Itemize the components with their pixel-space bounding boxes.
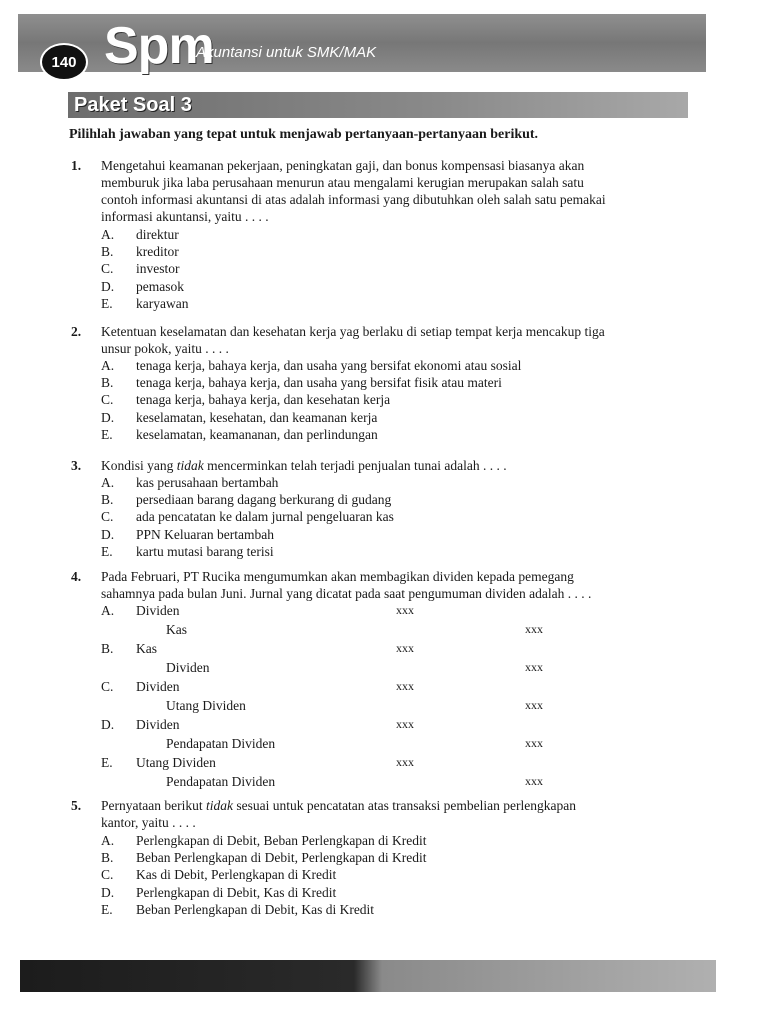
debit-amount: xxx [396,679,414,693]
question-text-part: sesuai untuk pencatatan atas transaksi pembelian perlengkapan [232,798,576,813]
question-line: kantor, yaitu . . . . [101,815,196,830]
option-b[interactable] [101,243,691,260]
option-label: D. [101,409,115,425]
option-text: keselamatan, kesehatan, dan keamanan kerja [136,409,378,425]
option-label: A. [101,358,115,373]
option-text: tenaga kerja, bahaya kerja, dan usaha yang bersifat fisik atau materi [136,375,502,391]
credit-account: Dividen [166,660,210,675]
debit-account: Utang Dividen [136,755,216,770]
option-text: Beban Perlengkapan di Debit, Kas di Kredit [136,901,375,917]
option-e[interactable] [101,753,691,791]
question-number: 4. [71,569,82,584]
option-a[interactable] [101,601,691,639]
option-text: persediaan barang dagang berkurang di gudang [136,492,392,508]
option-text: kas perusahaan bertambah [136,475,279,490]
journal-credit-row [101,734,691,753]
question-line: memburuk jika laba perusahaan menurun atau mengalami kerugian merupakan salah satu [101,175,584,190]
question-emphasis: tidak [205,798,233,813]
option-list [101,357,691,443]
option-list [101,832,691,918]
question-line: Pada Februari, PT Rucika mengumumkan akan membagikan dividen kepada pemegang [101,569,574,584]
credit-account: Pendapatan Dividen [166,736,276,751]
debit-amount: xxx [396,641,414,655]
option-text: tenaga kerja, bahaya kerja, dan kesehatan kerja [136,392,391,408]
credit-account: Kas [166,622,187,637]
option-label: B. [101,492,114,508]
question-number: 2. [71,324,82,339]
option-label: A. [101,833,115,848]
option-b[interactable] [101,639,691,677]
debit-account: Dividen [136,717,180,732]
option-label: C. [101,679,114,694]
question-text [101,157,691,225]
journal-debit-row [101,753,691,772]
option-label: B. [101,850,114,866]
option-label: A. [101,227,115,242]
option-text: kreditor [136,244,179,260]
option-label: E. [101,295,113,311]
journal-credit-row [101,772,691,791]
option-text: Kas di Debit, Perlengkapan di Kredit [136,867,337,883]
option-text: Perlengkapan di Debit, Beban Perlengkapan di Kredit [136,833,427,848]
spm-logo: Spm [104,17,214,75]
option-label: C. [101,392,114,408]
credit-account: Pendapatan Dividen [166,774,276,789]
journal-debit-row [101,601,691,620]
option-label: A. [101,603,115,618]
option-a[interactable] [101,226,691,243]
debit-amount: xxx [396,755,414,769]
instruction: Pilihlah jawaban yang tepat untuk menjawab pertanyaan-pertanyaan berikut. [69,127,539,142]
option-d[interactable] [101,715,691,753]
question-line: unsur pokok, yaitu . . . . [101,341,229,356]
debit-amount: xxx [396,717,414,731]
option-label: D. [101,526,115,542]
option-b[interactable] [101,849,691,866]
question-line: Ketentuan keselamatan dan kesehatan kerja yag berlaku di setiap tempat kerja mencakup tiga [101,324,605,339]
option-label: A. [101,475,115,490]
option-a[interactable] [101,357,691,374]
credit-amount: xxx [525,698,543,712]
option-c[interactable] [101,508,691,525]
option-label: C. [101,509,114,525]
option-label: B. [101,375,114,391]
option-text: direktur [136,227,179,242]
option-label: E. [101,426,113,442]
option-label: B. [101,641,114,656]
option-e[interactable] [101,426,691,443]
option-text: Beban Perlengkapan di Debit, Perlengkapan di Kredit [136,850,427,866]
question-text [101,323,691,357]
option-label: E. [101,543,113,559]
question-line: sahamnya pada bulan Juni. Jurnal yang dicatat pada saat pengumuman dividen adalah . . . . [101,586,592,601]
question-line: contoh informasi akuntansi di atas adalah informasi yang dibutuhkan oleh salah satu pemakai [101,192,606,207]
option-d[interactable] [101,526,691,543]
option-list [101,226,691,312]
option-list [101,474,691,560]
option-text: investor [136,261,180,277]
set-title: Paket Soal 3 [74,94,192,116]
option-c[interactable] [101,866,691,883]
question-number: 3. [71,458,82,473]
option-e[interactable] [101,543,691,560]
option-a[interactable] [101,832,691,849]
option-c[interactable] [101,391,691,408]
question-emphasis: tidak [176,458,204,473]
series-title: Akuntansi untuk SMK/MAK [196,44,377,61]
journal-credit-row [101,696,691,715]
option-e[interactable] [101,295,691,312]
question-text [101,568,691,602]
credit-account: Utang Dividen [166,698,246,713]
option-text: PPN Keluaran bertambah [136,526,274,542]
option-label: D. [101,278,115,294]
credit-amount: xxx [525,736,543,750]
option-label: C. [101,867,114,883]
option-text: karyawan [136,295,189,311]
footer-band [20,960,716,992]
option-b[interactable] [101,374,691,391]
option-d[interactable] [101,278,691,295]
option-b[interactable] [101,491,691,508]
page-number: 140 [40,43,88,81]
option-c[interactable] [101,677,691,715]
option-text: kartu mutasi barang terisi [136,543,274,559]
debit-account: Dividen [136,603,180,618]
debit-account: Dividen [136,679,180,694]
journal-debit-row [101,677,691,696]
option-label: D. [101,884,115,900]
journal-debit-row [101,639,691,658]
option-d[interactable] [101,884,691,901]
question-text-part: Pernyataan berikut [101,798,206,813]
option-d[interactable] [101,409,691,426]
option-text: pemasok [136,278,184,294]
question-line: informasi akuntansi, yaitu . . . . [101,209,269,224]
debit-account: Kas [136,641,157,656]
question-text [101,457,691,474]
option-text: Perlengkapan di Debit, Kas di Kredit [136,884,337,900]
question-number: 5. [71,798,82,813]
question-number: 1. [71,158,82,173]
option-label: E. [101,901,113,917]
question-line [101,797,691,814]
option-label: D. [101,717,115,732]
option-a[interactable] [101,474,691,491]
option-c[interactable] [101,260,691,277]
question-text-part: Kondisi yang [101,458,177,473]
credit-amount: xxx [525,774,543,788]
option-text: tenaga kerja, bahaya kerja, dan usaha yang bersifat ekonomi atau sosial [136,358,522,373]
question-text-part: mencerminkan telah terjadi penjualan tunai adalah . . . . [203,458,507,473]
journal-debit-row [101,715,691,734]
journal-credit-row [101,658,691,677]
option-label: E. [101,755,113,770]
journal-option-list [101,601,691,791]
journal-credit-row [101,620,691,639]
credit-amount: xxx [525,660,543,674]
debit-amount: xxx [396,603,414,617]
option-e[interactable] [101,901,691,918]
option-text: keselamatan, keamananan, dan perlindungan [136,426,378,442]
option-label: B. [101,244,114,260]
option-text: ada pencatatan ke dalam jurnal pengeluaran kas [136,509,394,525]
question-line: Mengetahui keamanan pekerjaan, peningkatan gaji, dan bonus kompensasi biasanya akan [101,158,585,173]
question-text [101,797,691,831]
option-label: C. [101,261,114,277]
credit-amount: xxx [525,622,543,636]
